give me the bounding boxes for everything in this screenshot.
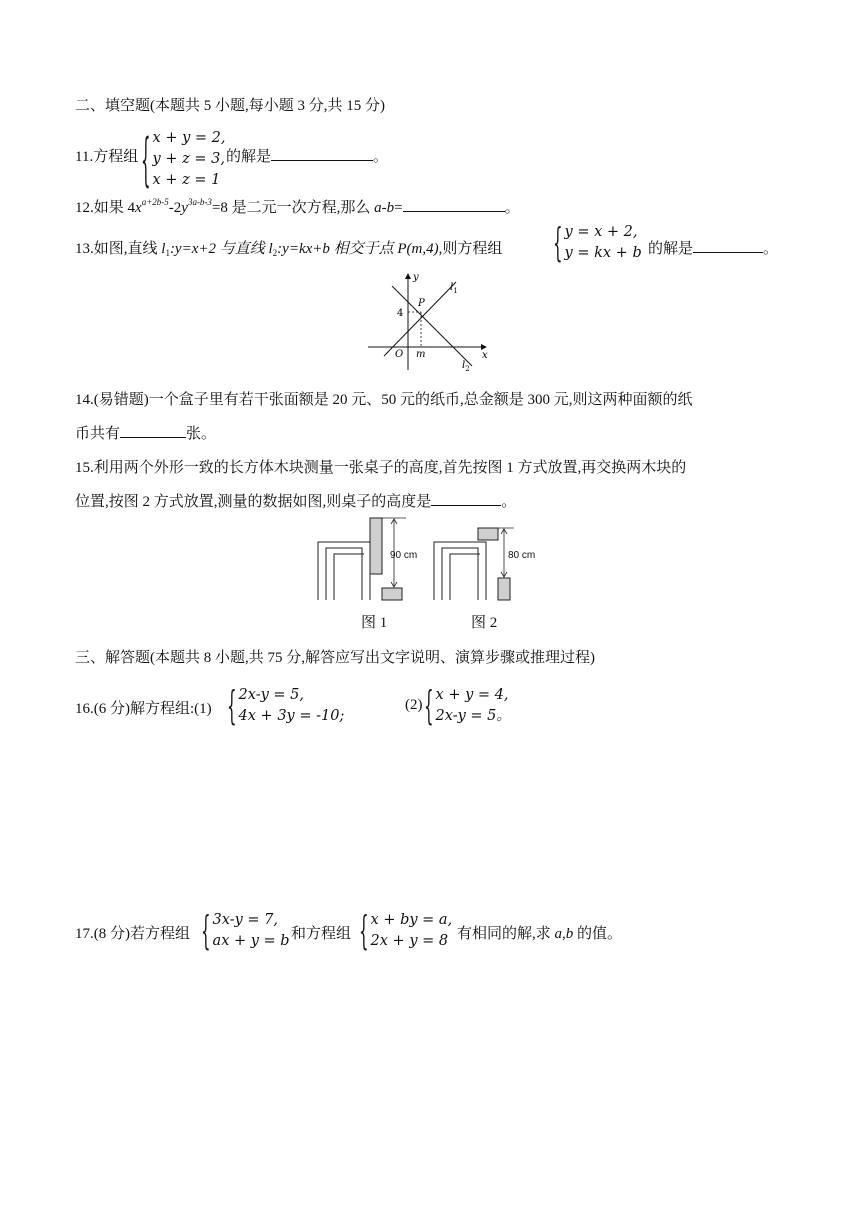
- q13-suffix-text: 的解是: [648, 241, 694, 257]
- point-p-label: P: [418, 298, 425, 309]
- caption-figure-1: 图 1: [361, 615, 388, 631]
- section-2-heading: 二、填空题(本题共 5 小题,每小题 3 分,共 15 分): [75, 98, 385, 114]
- q17-ab: a,b: [554, 926, 574, 942]
- q17-prefix: 17.(8 分)若方程组: [75, 926, 190, 942]
- fig2-measure: 80 cm: [508, 550, 536, 561]
- q17-suffix-text: 有相同的解,求: [457, 926, 555, 942]
- line-l1: [384, 282, 456, 356]
- origin-label: O: [395, 349, 404, 360]
- q14-line2: [75, 422, 216, 443]
- brace-icon: {: [227, 682, 237, 730]
- q11-eq1: x + y = 2,: [152, 130, 226, 146]
- brace-icon: {: [201, 907, 211, 955]
- brace-icon: {: [141, 125, 151, 194]
- q14-suffix: 张。: [186, 426, 217, 442]
- q15-table-figure: [314, 514, 550, 606]
- q15-end: 。: [501, 494, 517, 510]
- q16-system-1: [226, 682, 345, 730]
- block-lying: [478, 528, 498, 540]
- q17-system-1: [200, 907, 290, 955]
- q13-l2: l: [268, 241, 273, 257]
- figure-1: [318, 518, 417, 600]
- block-standing: [370, 518, 382, 574]
- q16-prefix: 16.(6 分)解方程组:(1): [75, 701, 212, 717]
- q17-end: 的值。: [573, 926, 623, 942]
- q11-prefix: 11.方程组: [75, 149, 139, 165]
- q12-mid2: =8 是二元一次方程,那么: [211, 200, 375, 216]
- q13-l2-eq: :y=kx+b 相交于点: [277, 241, 398, 257]
- q17-mid: 和方程组: [291, 926, 352, 942]
- q13-coordinate-figure: [364, 268, 500, 373]
- l1-label: $l_1$: [450, 282, 458, 295]
- caption-figure-2: 图 2: [471, 615, 498, 631]
- q16-p2-eq2: 2x-y = 5。: [435, 708, 511, 724]
- brace-icon: {: [424, 682, 434, 730]
- q13-eq1: y = x + 2,: [564, 224, 638, 240]
- answer-blank[interactable]: [693, 238, 763, 253]
- line-l2: [392, 286, 472, 366]
- q12-mid1: -2: [168, 200, 182, 216]
- answer-blank[interactable]: [403, 197, 505, 212]
- q13-point-p: P(m,4): [397, 241, 439, 257]
- answer-blank[interactable]: [271, 146, 373, 161]
- q15-line2: [75, 490, 516, 511]
- brace-icon: {: [359, 907, 369, 955]
- q11-eq2: y + z = 3,: [152, 151, 225, 167]
- table-1-inner: [334, 554, 364, 600]
- q13-prefix: 13.如图,直线: [75, 241, 162, 257]
- q13-end: 。: [763, 241, 779, 257]
- q12-prefix: 12.如果 4: [75, 200, 136, 216]
- q12-ab: a-b: [374, 200, 395, 216]
- q16-p2-eq1: x + y = 4,: [435, 687, 509, 703]
- q16-system-2: [423, 682, 511, 730]
- q17-s2-eq2: 2x + y = 8: [370, 933, 449, 949]
- y-axis-label: y: [413, 272, 419, 283]
- figure-2: [434, 528, 535, 600]
- q17-s1-eq1: 3x-y = 7,: [212, 912, 278, 928]
- q16-p1-eq1: 2x-y = 5,: [238, 687, 304, 703]
- fig1-measure: 90 cm: [390, 550, 418, 561]
- q11-eq3: x + z = 1: [152, 172, 221, 188]
- q17-s2-eq1: x + by = a,: [370, 912, 453, 928]
- q12-eq: =: [394, 200, 403, 216]
- m-label: m: [416, 349, 426, 360]
- q11-end: 。: [373, 149, 389, 165]
- block-lying: [382, 588, 402, 600]
- q13-suffix: [648, 237, 778, 258]
- x-axis-label: x: [482, 350, 488, 361]
- q12-x: x: [135, 200, 142, 216]
- q12-y: y: [181, 200, 188, 216]
- block-standing: [498, 578, 510, 600]
- q15-line1: 15.利用两个外形一致的长方体木块测量一张桌子的高度,首先按图 1 方式放置,再交换两木块的: [75, 460, 687, 476]
- q13-mid: ,则方程组: [438, 241, 503, 257]
- q13-eq2: y = kx + b: [564, 245, 642, 261]
- section-3-heading: 三、解答题(本题共 8 小题,共 75 分,解答应写出文字说明、演算步骤或推理过程): [75, 650, 595, 666]
- q11-equation-system: [140, 125, 226, 194]
- q16-p1-eq2: 4x + 3y = -10;: [238, 708, 345, 724]
- q14-prefix: 币共有: [75, 426, 121, 442]
- q17-s1-eq2: ax + y = b: [212, 933, 290, 949]
- q12-exp1: a+2b-5: [141, 197, 169, 207]
- q17-suffix: [457, 922, 622, 943]
- q12-exp2: 3a-b-3: [187, 197, 212, 207]
- q11-suffix: [226, 145, 388, 166]
- table-2-inner: [450, 554, 480, 600]
- q13-equation-system: [552, 219, 642, 267]
- four-label: 4: [397, 308, 404, 319]
- q13-l1-eq: :y=x+2 与直线: [169, 241, 269, 257]
- q12-end: 。: [504, 200, 520, 216]
- brace-icon: {: [553, 219, 563, 267]
- q17-system-2: [358, 907, 453, 955]
- q14-line1: 14.(易错题)一个盒子里有若干张面额是 20 元、50 元的纸币,总金额是 300 元,则这两种面额的纸: [75, 392, 693, 408]
- q13-l2-sub: 2: [272, 248, 278, 258]
- q16-part2-label: (2): [405, 697, 423, 713]
- q13-l1: l: [161, 241, 166, 257]
- table-1: [318, 542, 370, 600]
- table-2: [434, 542, 486, 600]
- q13-l1-sub: 1: [165, 248, 170, 258]
- q15-prefix: 位置,按图 2 方式放置,测量的数据如图,则桌子的高度是: [75, 494, 432, 510]
- question-12: [75, 196, 520, 217]
- q13-text: [75, 237, 502, 258]
- q11-suffix-text: 的解是: [226, 149, 272, 165]
- l2-label: $l_2$: [462, 360, 470, 373]
- answer-blank[interactable]: [431, 491, 501, 506]
- answer-blank[interactable]: [120, 423, 186, 438]
